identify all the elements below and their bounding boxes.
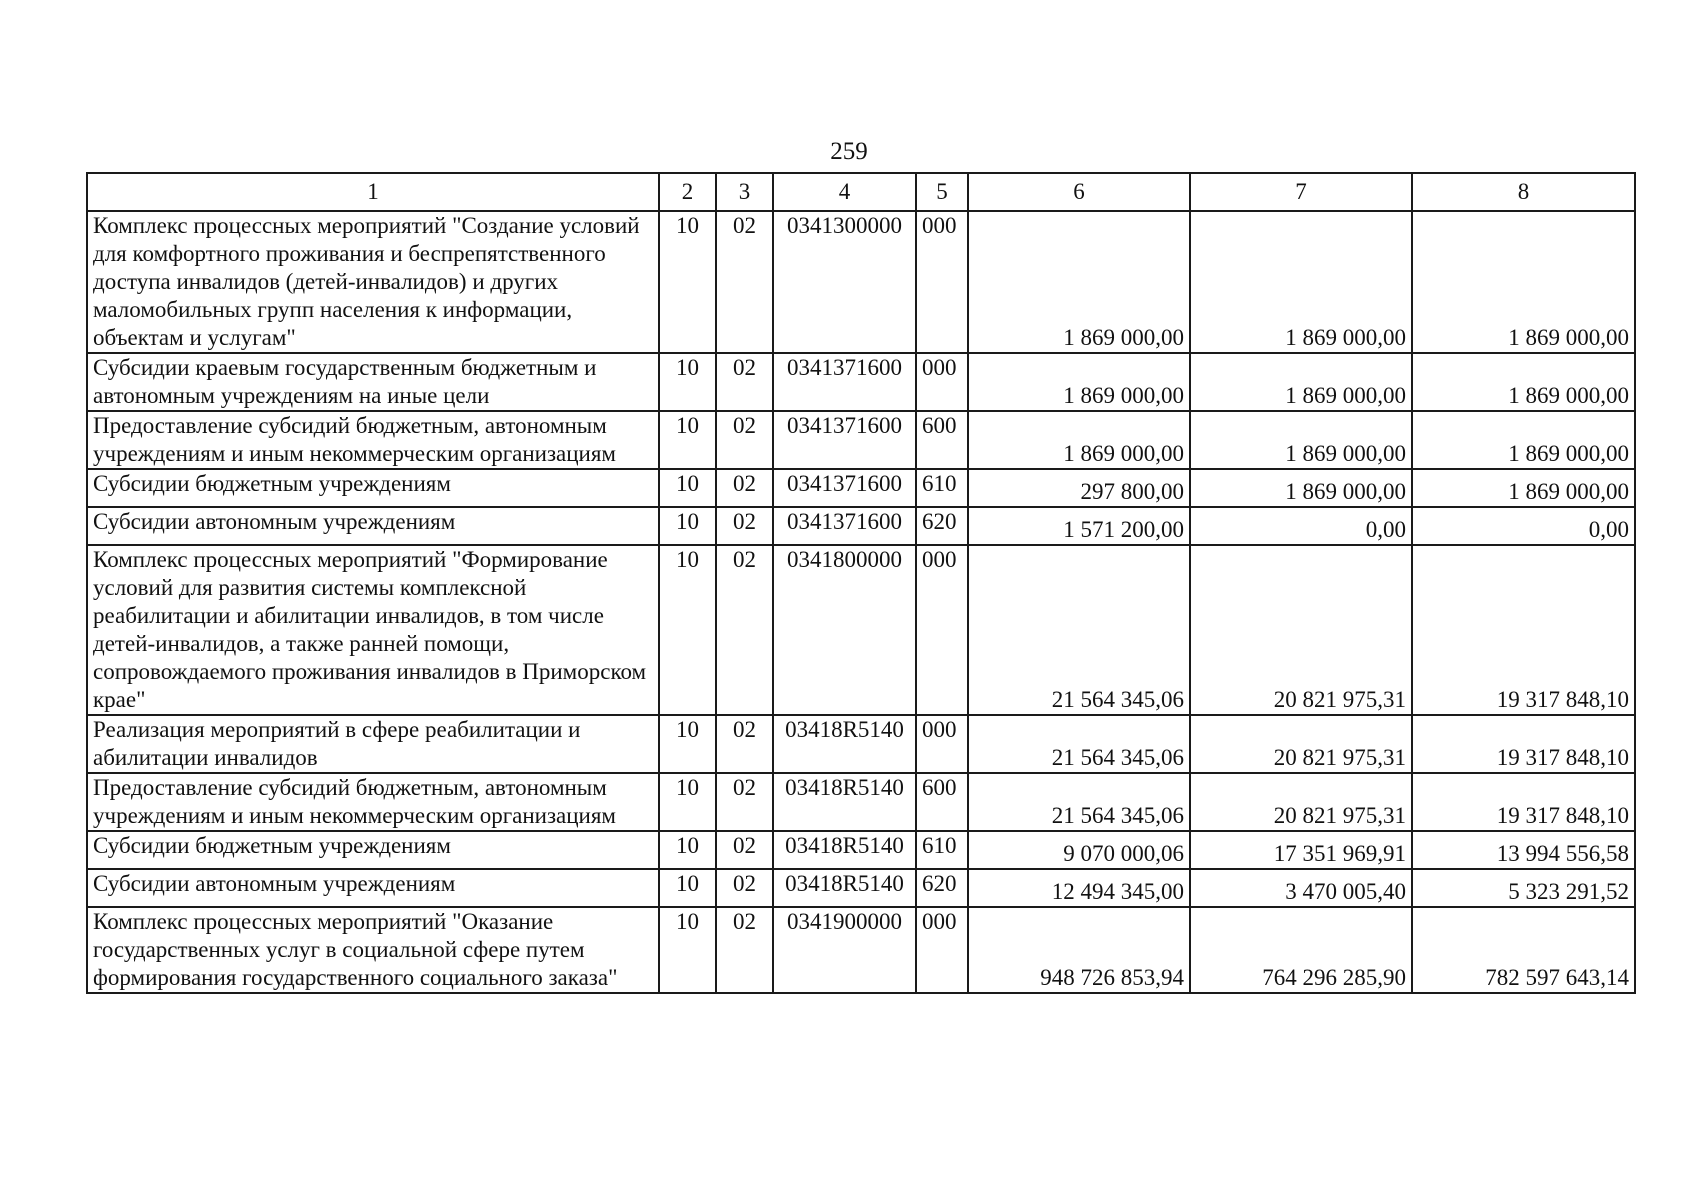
target-article-cell: 0341371600 [773, 507, 916, 545]
expense-type-cell: 610 [916, 831, 968, 869]
column-header: 2 [659, 173, 716, 211]
subsection-code-cell: 02 [716, 831, 773, 869]
section-code-cell: 10 [659, 907, 716, 993]
target-article-cell: 03418R5140 [773, 831, 916, 869]
amount-col6-cell: 9 070 000,06 [968, 831, 1190, 869]
amount-col7-cell: 1 869 000,00 [1190, 353, 1412, 411]
subsection-code-cell: 02 [716, 411, 773, 469]
target-article-cell: 0341800000 [773, 545, 916, 715]
column-header: 7 [1190, 173, 1412, 211]
amount-col6-cell: 297 800,00 [968, 469, 1190, 507]
subsection-code-cell: 02 [716, 869, 773, 907]
subsection-code-cell: 02 [716, 507, 773, 545]
subsection-code-cell: 02 [716, 353, 773, 411]
table-row [87, 211, 1635, 353]
amount-col8-cell: 1 869 000,00 [1412, 211, 1635, 353]
amount-col6-cell: 1 869 000,00 [968, 211, 1190, 353]
amount-col7-cell: 3 470 005,40 [1190, 869, 1412, 907]
table-row [87, 869, 1635, 907]
column-header: 5 [916, 173, 968, 211]
page-number: 259 [830, 138, 868, 165]
section-code-cell: 10 [659, 353, 716, 411]
row-name-cell: Предоставление субсидий бюджетным, автономным учреждениям и иным некоммерческим организациям [87, 411, 659, 469]
row-name-cell: Субсидии бюджетным учреждениям [87, 469, 659, 507]
amount-col6-cell: 12 494 345,00 [968, 869, 1190, 907]
subsection-code-cell: 02 [716, 211, 773, 353]
target-article-cell: 03418R5140 [773, 715, 916, 773]
section-code-cell: 10 [659, 507, 716, 545]
column-header: 6 [968, 173, 1190, 211]
target-article-cell: 0341300000 [773, 211, 916, 353]
row-name-cell: Реализация мероприятий в сфере реабилитации и абилитации инвалидов [87, 715, 659, 773]
subsection-code-cell: 02 [716, 907, 773, 993]
table-row [87, 545, 1635, 715]
section-code-cell: 10 [659, 469, 716, 507]
subsection-code-cell: 02 [716, 545, 773, 715]
table-row [87, 907, 1635, 993]
amount-col7-cell: 0,00 [1190, 507, 1412, 545]
row-name-cell: Субсидии автономным учреждениям [87, 869, 659, 907]
target-article-cell: 03418R5140 [773, 869, 916, 907]
amount-col8-cell: 1 869 000,00 [1412, 469, 1635, 507]
amount-col7-cell: 20 821 975,31 [1190, 715, 1412, 773]
amount-col7-cell: 1 869 000,00 [1190, 211, 1412, 353]
target-article-cell: 0341371600 [773, 469, 916, 507]
expense-type-cell: 600 [916, 773, 968, 831]
section-code-cell: 10 [659, 411, 716, 469]
amount-col8-cell: 0,00 [1412, 507, 1635, 545]
row-name-cell: Субсидии автономным учреждениям [87, 507, 659, 545]
expense-type-cell: 600 [916, 411, 968, 469]
amount-col8-cell: 19 317 848,10 [1412, 773, 1635, 831]
expense-type-cell: 000 [916, 211, 968, 353]
target-article-cell: 03418R5140 [773, 773, 916, 831]
budget-table [86, 172, 1636, 994]
amount-col6-cell: 1 869 000,00 [968, 353, 1190, 411]
column-header: 1 [87, 173, 659, 211]
column-header: 3 [716, 173, 773, 211]
subsection-code-cell: 02 [716, 715, 773, 773]
expense-type-cell: 610 [916, 469, 968, 507]
amount-col7-cell: 20 821 975,31 [1190, 773, 1412, 831]
amount-col7-cell: 17 351 969,91 [1190, 831, 1412, 869]
expense-type-cell: 000 [916, 907, 968, 993]
table-row [87, 773, 1635, 831]
row-name-cell: Предоставление субсидий бюджетным, автономным учреждениям и иным некоммерческим организациям [87, 773, 659, 831]
amount-col6-cell: 948 726 853,94 [968, 907, 1190, 993]
table-row [87, 507, 1635, 545]
amount-col8-cell: 782 597 643,14 [1412, 907, 1635, 993]
row-name-cell: Комплекс процессных мероприятий "Формирование условий для развития системы комплексной реабилитации и абилитации инвалидов, в том числе детей-инвалидов, а также ранней помощи, сопровождаемого проживания инвалидов в Приморском крае" [87, 545, 659, 715]
table-row [87, 715, 1635, 773]
header-row [87, 173, 1635, 211]
section-code-cell: 10 [659, 831, 716, 869]
table-row [87, 469, 1635, 507]
amount-col8-cell: 13 994 556,58 [1412, 831, 1635, 869]
row-name-cell: Субсидии краевым государственным бюджетным и автономным учреждениям на иные цели [87, 353, 659, 411]
subsection-code-cell: 02 [716, 469, 773, 507]
amount-col6-cell: 1 869 000,00 [968, 411, 1190, 469]
expense-type-cell: 000 [916, 715, 968, 773]
amount-col8-cell: 1 869 000,00 [1412, 411, 1635, 469]
expense-type-cell: 620 [916, 869, 968, 907]
amount-col7-cell: 20 821 975,31 [1190, 545, 1412, 715]
subsection-code-cell: 02 [716, 773, 773, 831]
column-header: 4 [773, 173, 916, 211]
amount-col8-cell: 19 317 848,10 [1412, 715, 1635, 773]
target-article-cell: 0341371600 [773, 353, 916, 411]
amount-col8-cell: 5 323 291,52 [1412, 869, 1635, 907]
amount-col7-cell: 1 869 000,00 [1190, 411, 1412, 469]
target-article-cell: 0341900000 [773, 907, 916, 993]
section-code-cell: 10 [659, 545, 716, 715]
row-name-cell: Субсидии бюджетным учреждениям [87, 831, 659, 869]
table-row [87, 831, 1635, 869]
row-name-cell: Комплекс процессных мероприятий "Создание условий для комфортного проживания и беспрепятственного доступа инвалидов (детей-инвалидов) и других маломобильных групп населения к информации, объектам и услугам" [87, 211, 659, 353]
table-row [87, 411, 1635, 469]
expense-type-cell: 000 [916, 545, 968, 715]
amount-col8-cell: 1 869 000,00 [1412, 353, 1635, 411]
section-code-cell: 10 [659, 715, 716, 773]
amount-col8-cell: 19 317 848,10 [1412, 545, 1635, 715]
section-code-cell: 10 [659, 773, 716, 831]
amount-col6-cell: 21 564 345,06 [968, 715, 1190, 773]
amount-col7-cell: 1 869 000,00 [1190, 469, 1412, 507]
target-article-cell: 0341371600 [773, 411, 916, 469]
amount-col6-cell: 21 564 345,06 [968, 773, 1190, 831]
row-name-cell: Комплекс процессных мероприятий "Оказание государственных услуг в социальной сфере путем формирования государственного социального заказа" [87, 907, 659, 993]
amount-col6-cell: 1 571 200,00 [968, 507, 1190, 545]
table-row [87, 353, 1635, 411]
expense-type-cell: 620 [916, 507, 968, 545]
amount-col7-cell: 764 296 285,90 [1190, 907, 1412, 993]
section-code-cell: 10 [659, 211, 716, 353]
column-header: 8 [1412, 173, 1635, 211]
expense-type-cell: 000 [916, 353, 968, 411]
section-code-cell: 10 [659, 869, 716, 907]
amount-col6-cell: 21 564 345,06 [968, 545, 1190, 715]
